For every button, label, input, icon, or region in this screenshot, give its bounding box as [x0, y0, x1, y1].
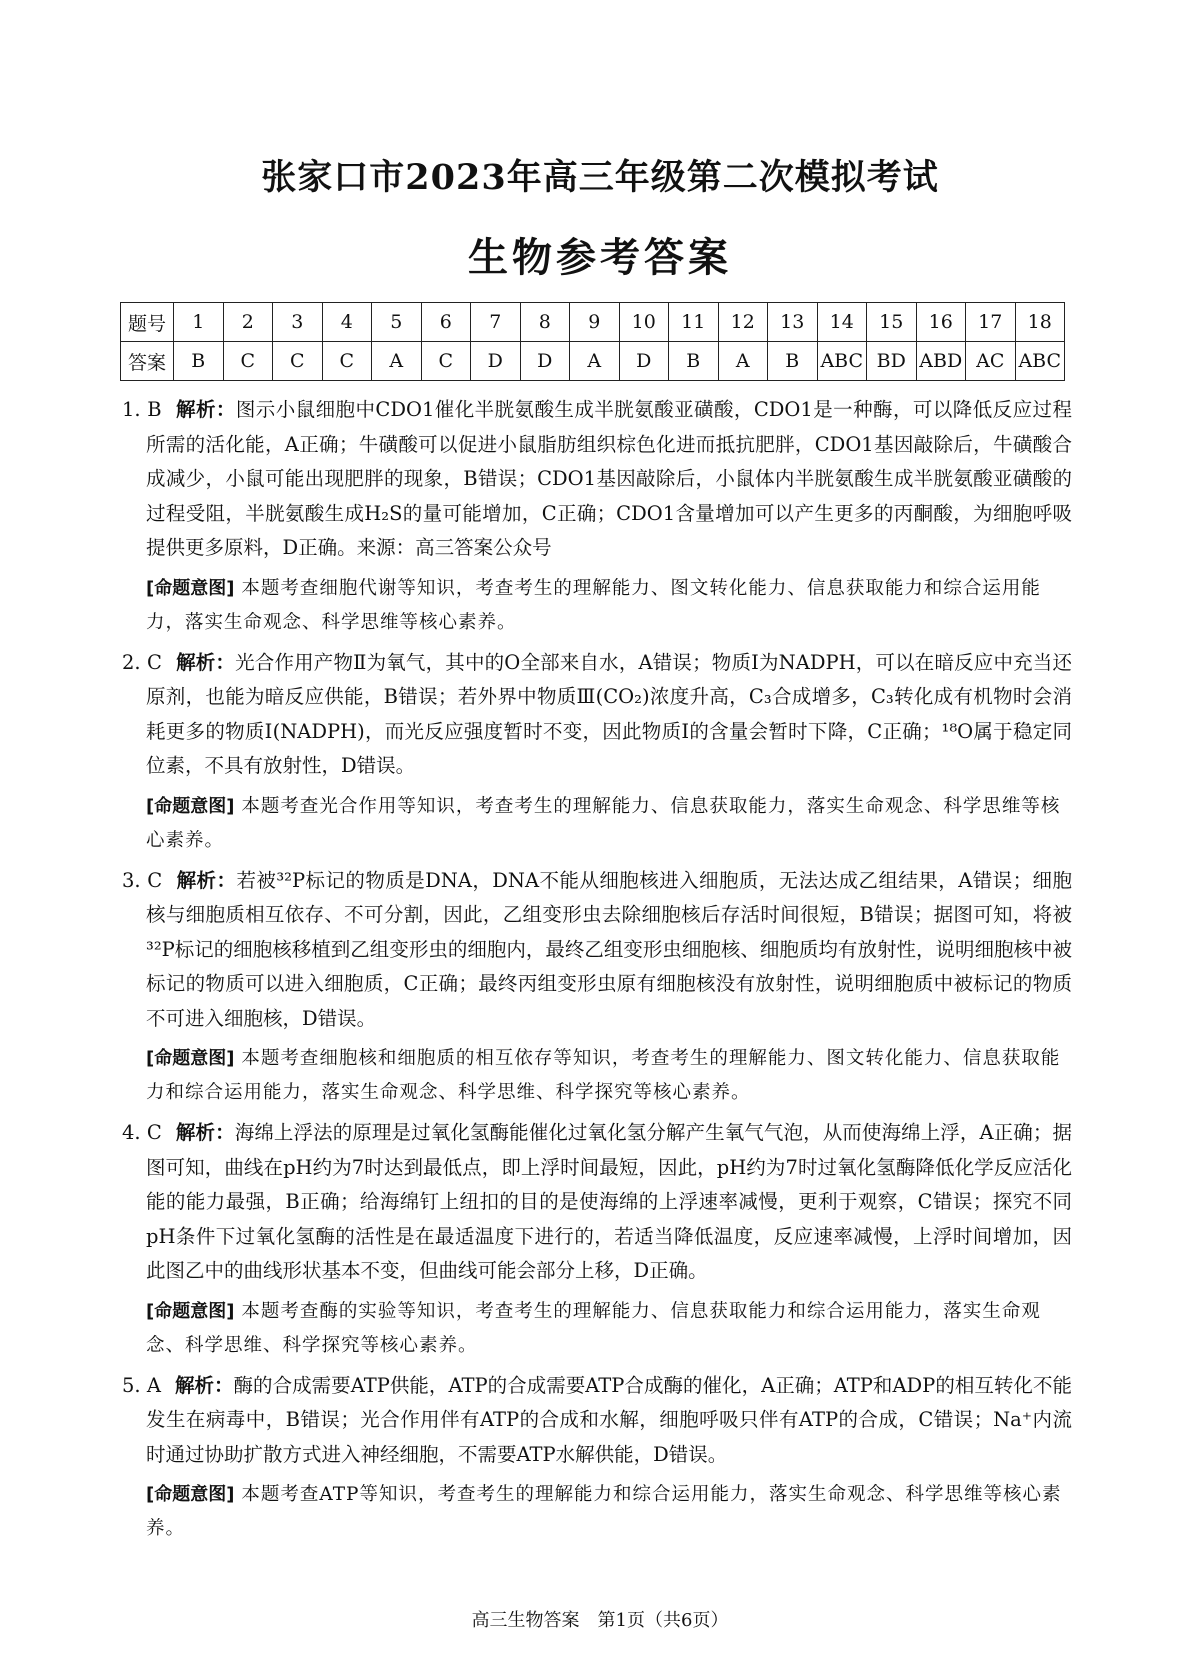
answer-table-answer-row	[121, 342, 1065, 381]
question-head: 4. C	[122, 1121, 162, 1144]
question-number: 6	[421, 303, 471, 342]
intent-tag: [命题意图]	[146, 795, 235, 817]
answer-cell: A	[570, 342, 620, 381]
question-number: 9	[570, 303, 620, 342]
question-head: 3. C	[122, 868, 163, 892]
analysis-text: 酶的合成需要ATP供能，ATP的合成需要ATP合成酶的催化，A正确；ATP和ADP的相互转化不能发生在病毒中，B错误；光合作用伴有ATP的合成和水解，细胞呼吸只伴有ATP的合成，C错误；Na⁺内流时通过协助扩散方式进入神经细胞，不需要ATP水解供能，D错误。	[146, 1373, 1072, 1466]
question-number: 13	[768, 303, 818, 342]
intent-text: 本题考查光合作用等知识，考查考生的理解能力、信息获取能力，落实生命观念、科学思维等核心素养。	[146, 795, 1061, 851]
question-number: 2	[223, 303, 273, 342]
row-label-numbers: 题号	[121, 303, 174, 342]
answer-cell: D	[520, 342, 570, 381]
analysis-label: 解析：	[174, 1373, 234, 1397]
answer-cell: C	[273, 342, 323, 381]
question-number: 17	[966, 303, 1016, 342]
analysis-text: 光合作用产物Ⅱ为氧气，其中的O全部来自水，A错误；物质Ⅰ为NADPH，可以在暗反应中充当还原剂，也能为暗反应供能，B错误；若外界中物质Ⅲ(CO₂)浓度升高，C₃合成增多，C₃转化成有机物时会消耗更多的物质Ⅰ(NADPH)，而光反应强度暂时不变，因此物质Ⅰ的含量会暂时下降，C正确；¹⁸O属于稳定同位素，不具有放射性，D错误。	[146, 650, 1072, 777]
answer-table-number-row	[121, 303, 1065, 342]
intent-text: 本题考查细胞代谢等知识，考查考生的理解能力、图文转化能力、信息获取能力和综合运用能力，落实生命观念、科学思维等核心素养。	[146, 577, 1041, 633]
intent-block	[146, 1042, 1072, 1110]
question-explanation	[122, 1369, 1072, 1473]
intent-text: 本题考查酶的实验等知识，考查考生的理解能力、信息获取能力和综合运用能力，落实生命观念、科学思维、科学探究等核心素养。	[146, 1300, 1041, 1356]
question-head: 5. A	[122, 1373, 161, 1397]
question-number: 3	[273, 303, 323, 342]
intent-block	[146, 572, 1072, 640]
question-explanation	[122, 393, 1072, 566]
question-head: 1. B	[122, 398, 162, 421]
answer-cell: ABC	[817, 342, 867, 381]
intent-block	[146, 790, 1072, 858]
explanations	[122, 393, 1072, 1552]
question-number: 18	[1015, 303, 1065, 342]
analysis-label: 解析：	[176, 868, 237, 892]
answer-cell: BD	[867, 342, 917, 381]
intent-tag: [命题意图]	[146, 1300, 235, 1322]
question-number: 4	[322, 303, 372, 342]
question-explanation	[122, 646, 1072, 784]
exam-subtitle: 生物参考答案	[468, 234, 732, 281]
analysis-label: 解析：	[175, 398, 236, 421]
answer-cell: C	[223, 342, 273, 381]
analysis-label: 解析：	[175, 1121, 235, 1144]
exam-title: 张家口市2023年高三年级第二次模拟考试	[261, 157, 939, 198]
answer-cell: D	[619, 342, 669, 381]
answer-cell: C	[322, 342, 372, 381]
question-number: 10	[619, 303, 669, 342]
answer-cell: B	[174, 342, 224, 381]
question-number: 15	[867, 303, 917, 342]
question-explanation	[122, 864, 1072, 1037]
page-footer: 高三生物答案 第1页（共6页）	[471, 1610, 729, 1631]
answer-cell: C	[421, 342, 471, 381]
intent-tag: [命题意图]	[146, 1048, 235, 1069]
question-number: 1	[174, 303, 224, 342]
answer-cell: D	[471, 342, 521, 381]
question-head: 2. C	[122, 650, 162, 674]
question-number: 14	[817, 303, 867, 342]
intent-tag: [命题意图]	[146, 1484, 235, 1505]
analysis-label: 解析：	[175, 650, 236, 674]
analysis-text: 海绵上浮法的原理是过氧化氢酶能催化过氧化氢分解产生氧气气泡，从而使海绵上浮，A正确；据图可知，曲线在pH约为7时达到最低点，即上浮时间最短，因此，pH约为7时过氧化氢酶降低化学反应活化能的能力最强，B正确；给海绵钉上纽扣的目的是使海绵的上浮速率减慢，更利于观察，C错误；探究不同pH条件下过氧化氢酶的活性是在最适温度下进行的，若适当降低温度，反应速率减慢，上浮时间增加，因此图乙中的曲线形状基本不变，但曲线可能会部分上移，D正确。	[146, 1121, 1072, 1282]
analysis-text: 若被³²P标记的物质是DNA，DNA不能从细胞核进入细胞质，无法达成乙组结果，A错误；细胞核与细胞质相互依存、不可分割，因此，乙组变形虫去除细胞核后存活时间很短，B错误；据图可知，将被³²P标记的细胞核移植到乙组变形虫的细胞内，最终乙组变形虫细胞核、细胞质均有放射性，说明细胞核中被标记的物质可以进入细胞质，C正确；最终丙组变形虫原有细胞核没有放射性，说明细胞质中被标记的物质不可进入细胞核，D错误。	[146, 868, 1072, 1030]
answer-table	[120, 302, 1065, 381]
question-explanation	[122, 1116, 1072, 1289]
answer-cell: A	[372, 342, 422, 381]
answer-cell: ABD	[916, 342, 966, 381]
intent-block	[146, 1295, 1072, 1363]
question-number: 7	[471, 303, 521, 342]
intent-block	[146, 1478, 1072, 1546]
row-label-answers: 答案	[121, 342, 174, 381]
question-number: 5	[372, 303, 422, 342]
question-number: 11	[669, 303, 719, 342]
intent-tag: [命题意图]	[146, 577, 235, 599]
answer-cell: A	[718, 342, 768, 381]
question-number: 12	[718, 303, 768, 342]
answer-cell: AC	[966, 342, 1016, 381]
intent-text: 本题考查细胞核和细胞质的相互依存等知识，考查考生的理解能力、图文转化能力、信息获取能力和综合运用能力，落实生命观念、科学思维、科学探究等核心素养。	[146, 1048, 1061, 1103]
analysis-text: 图示小鼠细胞中CDO1催化半胱氨酸生成半胱氨酸亚磺酸，CDO1是一种酶，可以降低反应过程所需的活化能，A正确；牛磺酸可以促进小鼠脂肪组织棕色化进而抵抗肥胖，CDO1基因敲除后，牛磺酸合成减少，小鼠可能出现肥胖的现象，B错误；CDO1基因敲除后，小鼠体内半胱氨酸生成半胱氨酸亚磺酸的过程受阻，半胱氨酸生成H₂S的量可能增加，C正确；CDO1含量增加可以产生更多的丙酮酸，为细胞呼吸提供更多原料，D正确。来源：高三答案公众号	[146, 398, 1072, 559]
answer-cell: B	[768, 342, 818, 381]
question-number: 8	[520, 303, 570, 342]
answer-cell: ABC	[1015, 342, 1065, 381]
answer-cell: B	[669, 342, 719, 381]
question-number: 16	[916, 303, 966, 342]
intent-text: 本题考查ATP等知识，考查考生的理解能力和综合运用能力，落实生命观念、科学思维等核心素养。	[146, 1484, 1062, 1539]
